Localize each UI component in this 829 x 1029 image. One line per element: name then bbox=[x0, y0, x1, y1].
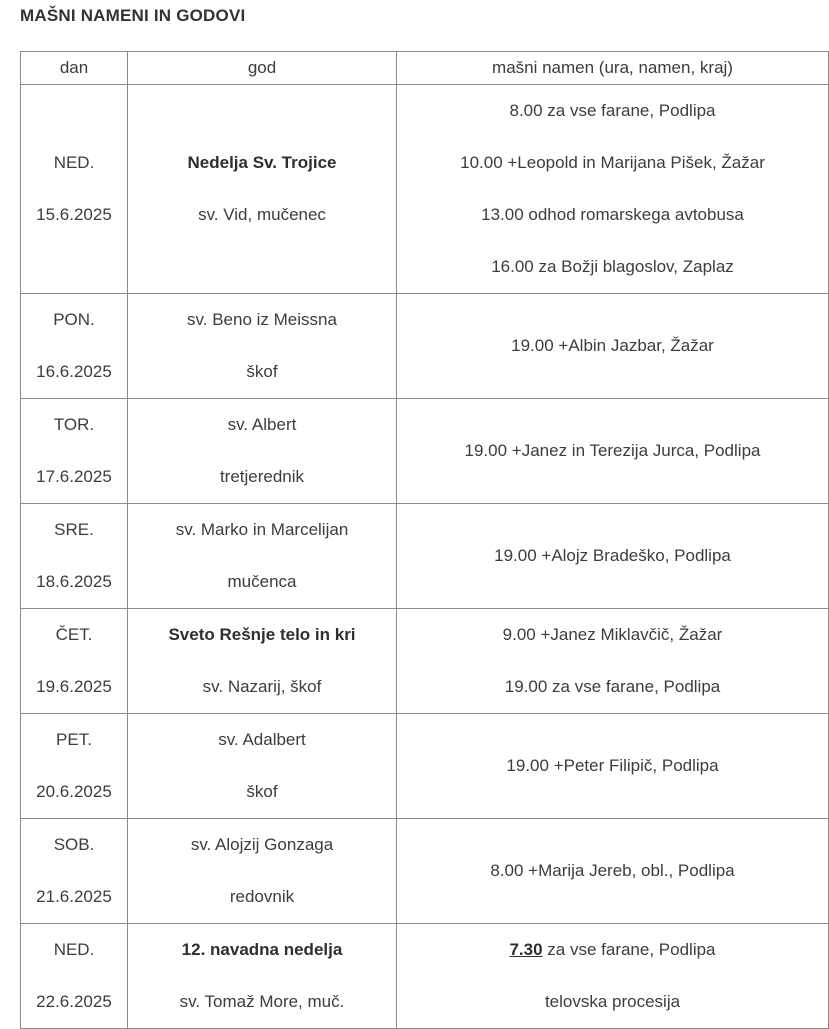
mass-cell bbox=[397, 924, 829, 1029]
schedule-table bbox=[20, 51, 829, 1029]
day-date: 20.6.2025 bbox=[36, 782, 112, 801]
day-date: 15.6.2025 bbox=[36, 205, 112, 224]
table-row bbox=[21, 294, 829, 399]
mass-cell bbox=[397, 85, 829, 294]
feast-title: Nedelja Sv. Trojice bbox=[187, 153, 337, 172]
day-date: 17.6.2025 bbox=[36, 467, 112, 486]
table-row bbox=[21, 609, 829, 714]
day-cell bbox=[21, 294, 128, 399]
table-row bbox=[21, 714, 829, 819]
table-body bbox=[21, 85, 829, 1029]
day-name: PET. bbox=[56, 730, 92, 749]
god-cell bbox=[128, 85, 397, 294]
table-row bbox=[21, 504, 829, 609]
mass-intention: 19.00 +Albin Jazbar, Žažar bbox=[511, 336, 714, 355]
mass-intention: 16.00 za Božji blagoslov, Zaplaz bbox=[491, 257, 734, 276]
saint-name: tretjerednik bbox=[219, 467, 305, 486]
mass-intention: 19.00 +Peter Filipič, Podlipa bbox=[506, 756, 719, 775]
mass-intention bbox=[403, 924, 822, 976]
day-cell bbox=[21, 504, 128, 609]
saint-name: sv. Beno iz Meissna bbox=[187, 310, 337, 329]
header-god: god bbox=[128, 52, 397, 85]
day-name: TOR. bbox=[53, 415, 95, 434]
mass-intention: 10.00 +Leopold in Marijana Pišek, Žažar bbox=[460, 153, 765, 172]
mass-cell bbox=[397, 819, 829, 924]
day-date: 19.6.2025 bbox=[36, 677, 112, 696]
saint-name: sv. Tomaž More, muč. bbox=[179, 992, 345, 1011]
day-date: 18.6.2025 bbox=[36, 572, 112, 591]
saint-name: sv. Albert bbox=[227, 415, 297, 434]
day-name: NED. bbox=[53, 153, 95, 172]
header-namen: mašni namen (ura, namen, kraj) bbox=[397, 52, 829, 85]
saint-name: škof bbox=[246, 782, 278, 801]
day-name: ČET. bbox=[55, 625, 93, 644]
saint-name: sv. Adalbert bbox=[218, 730, 306, 749]
day-cell bbox=[21, 609, 128, 714]
mass-intention: telovska procesija bbox=[544, 992, 681, 1011]
table-row bbox=[21, 85, 829, 294]
mass-cell bbox=[397, 294, 829, 399]
mass-intention: 19.00 +Janez in Terezija Jurca, Podlipa bbox=[464, 441, 761, 460]
day-date: 22.6.2025 bbox=[36, 992, 112, 1011]
mass-intention: 19.00 +Alojz Bradeško, Podlipa bbox=[494, 546, 731, 565]
table-row bbox=[21, 819, 829, 924]
saint-name: sv. Marko in Marcelijan bbox=[175, 520, 349, 539]
day-cell bbox=[21, 924, 128, 1029]
mass-intention: 19.00 za vse farane, Podlipa bbox=[504, 677, 721, 696]
mass-intention: 8.00 +Marija Jereb, obl., Podlipa bbox=[490, 861, 735, 880]
god-cell bbox=[128, 399, 397, 504]
god-cell bbox=[128, 294, 397, 399]
day-cell bbox=[21, 85, 128, 294]
mass-text: za vse farane, Podlipa bbox=[542, 940, 716, 959]
saint-name: redovnik bbox=[229, 887, 295, 906]
mass-intention: 8.00 za vse farane, Podlipa bbox=[509, 101, 716, 120]
day-name: SRE. bbox=[54, 520, 94, 539]
mass-time-highlight: 7.30 bbox=[509, 940, 543, 959]
god-cell bbox=[128, 924, 397, 1029]
mass-intention: 9.00 +Janez Miklavčič, Žažar bbox=[502, 625, 723, 644]
mass-cell bbox=[397, 714, 829, 819]
day-date: 16.6.2025 bbox=[36, 362, 112, 381]
god-cell bbox=[128, 819, 397, 924]
mass-intention: 13.00 odhod romarskega avtobusa bbox=[481, 205, 744, 224]
day-cell bbox=[21, 399, 128, 504]
feast-title: Sveto Rešnje telo in kri bbox=[168, 625, 356, 644]
day-cell bbox=[21, 819, 128, 924]
day-name: PON. bbox=[53, 310, 95, 329]
mass-cell bbox=[397, 504, 829, 609]
saint-name: mučenca bbox=[227, 572, 297, 591]
day-date: 21.6.2025 bbox=[36, 887, 112, 906]
mass-cell bbox=[397, 609, 829, 714]
god-cell bbox=[128, 714, 397, 819]
table-row bbox=[21, 399, 829, 504]
god-cell bbox=[128, 609, 397, 714]
god-cell bbox=[128, 504, 397, 609]
saint-name: sv. Vid, mučenec bbox=[198, 205, 326, 224]
day-name: SOB. bbox=[53, 835, 95, 854]
table-row bbox=[21, 924, 829, 1029]
saint-name: škof bbox=[246, 362, 278, 381]
table-header-row bbox=[21, 52, 829, 85]
mass-cell bbox=[397, 399, 829, 504]
page-title: MAŠNI NAMENI IN GODOVI bbox=[20, 6, 246, 25]
saint-name: sv. Nazarij, škof bbox=[202, 677, 322, 696]
saint-name: sv. Alojzij Gonzaga bbox=[190, 835, 334, 854]
day-name: NED. bbox=[53, 940, 95, 959]
header-dan: dan bbox=[21, 52, 128, 85]
day-cell bbox=[21, 714, 128, 819]
feast-title: 12. navadna nedelja bbox=[181, 940, 343, 959]
